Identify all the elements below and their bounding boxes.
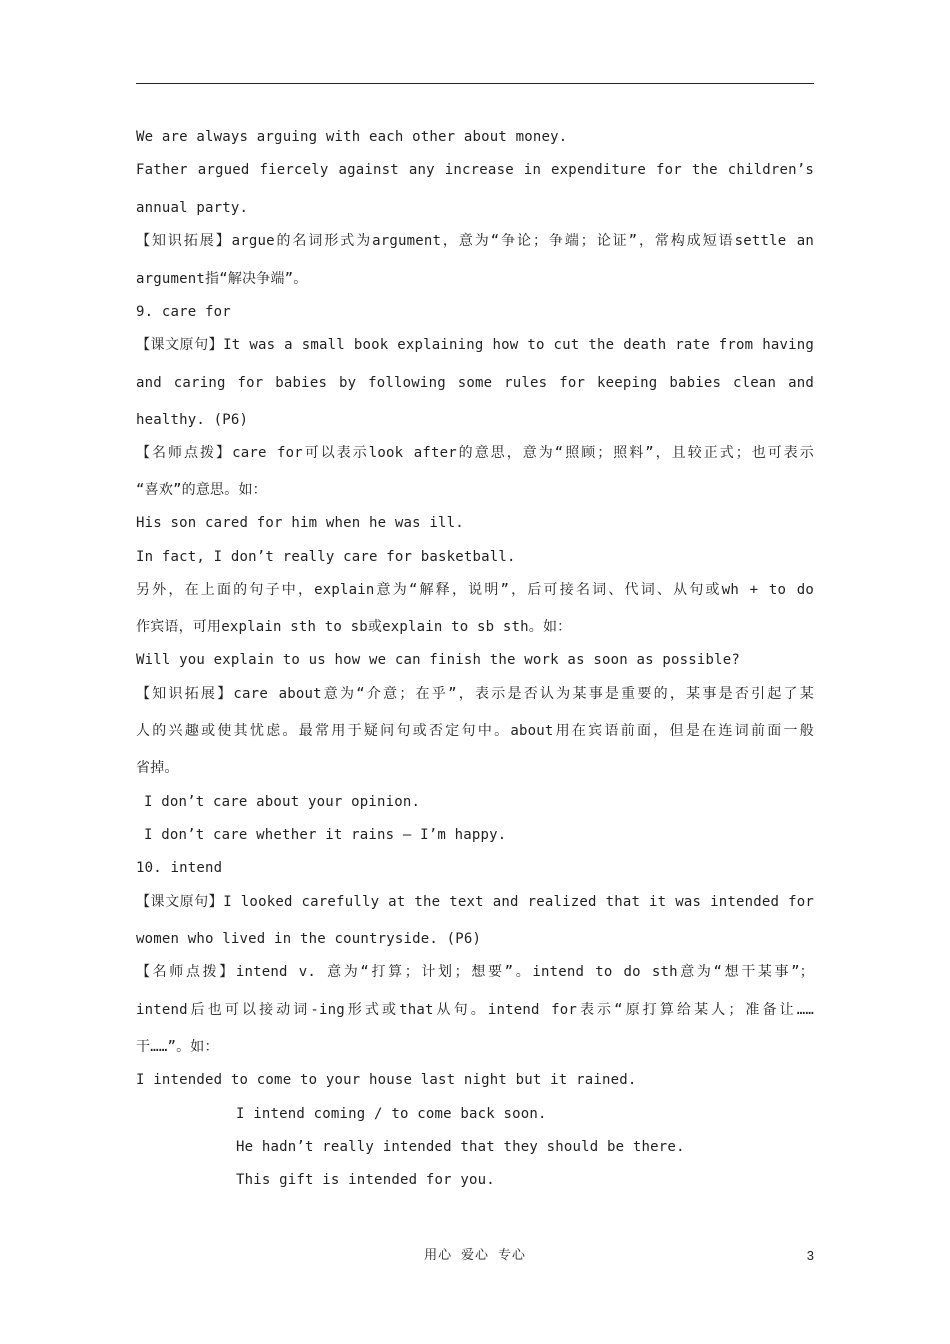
example-sentence: I intend coming / to come back soon. (236, 1106, 547, 1122)
example-sentence: This gift is intended for you. (236, 1172, 495, 1188)
example-sentence: Will you explain to us how we can finish the work as soon as possible? (136, 652, 741, 668)
textbook-sentence: women who lived in the countryside. (P6) (136, 931, 482, 947)
example-sentence: His son cared for him when he was ill. (136, 515, 464, 531)
example-sentence: I don’t care about your opinion. (144, 794, 421, 810)
knowledge-extension: 【知识拓展】argue的名词形式为argument，意为“争论；争端；论证”，常构成短语settle an (136, 233, 814, 249)
textbook-sentence: and caring for babies by following some rules for keeping babies clean and (136, 375, 814, 391)
example-sentence: He hadn’t really intended that they should be there. (236, 1139, 685, 1155)
example-sentence: I intended to come to your house last night but it rained. (136, 1072, 637, 1088)
knowledge-extension: 人的兴趣或使其忧虑。最常用于疑问句或否定句中。about用在宾语前面，但是在连词前面一般 (136, 723, 814, 739)
section-heading: 9. care for (136, 304, 231, 320)
textbook-sentence: 【课文原句】I looked carefully at the text and realized that it was intended for (136, 894, 814, 910)
header-rule (136, 83, 814, 84)
page-number: 3 (806, 1248, 814, 1263)
textbook-sentence: 【课文原句】It was a small book explaining how to cut the death rate from having (136, 337, 814, 353)
teacher-tip: intend后也可以接动词-ing形式或that从句。intend for表示“原打算给某人；准备让…… (136, 1002, 814, 1018)
example-sentence: Father argued fiercely against any increase in expenditure for the children’s (136, 162, 814, 178)
knowledge-extension: 省掉。 (136, 760, 179, 776)
teacher-tip: 另外，在上面的句子中，explain意为“解释，说明”，后可接名词、代词、从句或wh + to do (136, 582, 814, 598)
example-sentence: annual party. (136, 200, 249, 216)
footer-motto: 用心 爱心 专心 (424, 1248, 526, 1263)
section-heading: 10. intend (136, 860, 223, 876)
teacher-tip: 干……”。如： (136, 1039, 219, 1055)
teacher-tip: 【名师点拨】care for可以表示look after的意思，意为“照顾；照料”，且较正式；也可表示 (136, 445, 814, 461)
teacher-tip: 作宾语，可用explain sth to sb或explain to sb sth。如： (136, 619, 572, 635)
knowledge-extension: argument指“解决争端”。 (136, 271, 308, 287)
example-sentence: We are always arguing with each other about money. (136, 129, 568, 145)
teacher-tip: 【名师点拨】intend v. 意为“打算；计划；想要”。intend to do sth意为“想干某事”； (136, 964, 814, 980)
textbook-sentence: healthy. (P6) (136, 412, 249, 428)
teacher-tip: “喜欢”的意思。如： (136, 482, 267, 498)
example-sentence: I don’t care whether it rains — I’m happy. (144, 827, 507, 843)
example-sentence: In fact, I don’t really care for basketball. (136, 549, 516, 565)
knowledge-extension: 【知识拓展】care about意为“介意；在乎”，表示是否认为某事是重要的，某事是否引起了某 (136, 686, 814, 702)
